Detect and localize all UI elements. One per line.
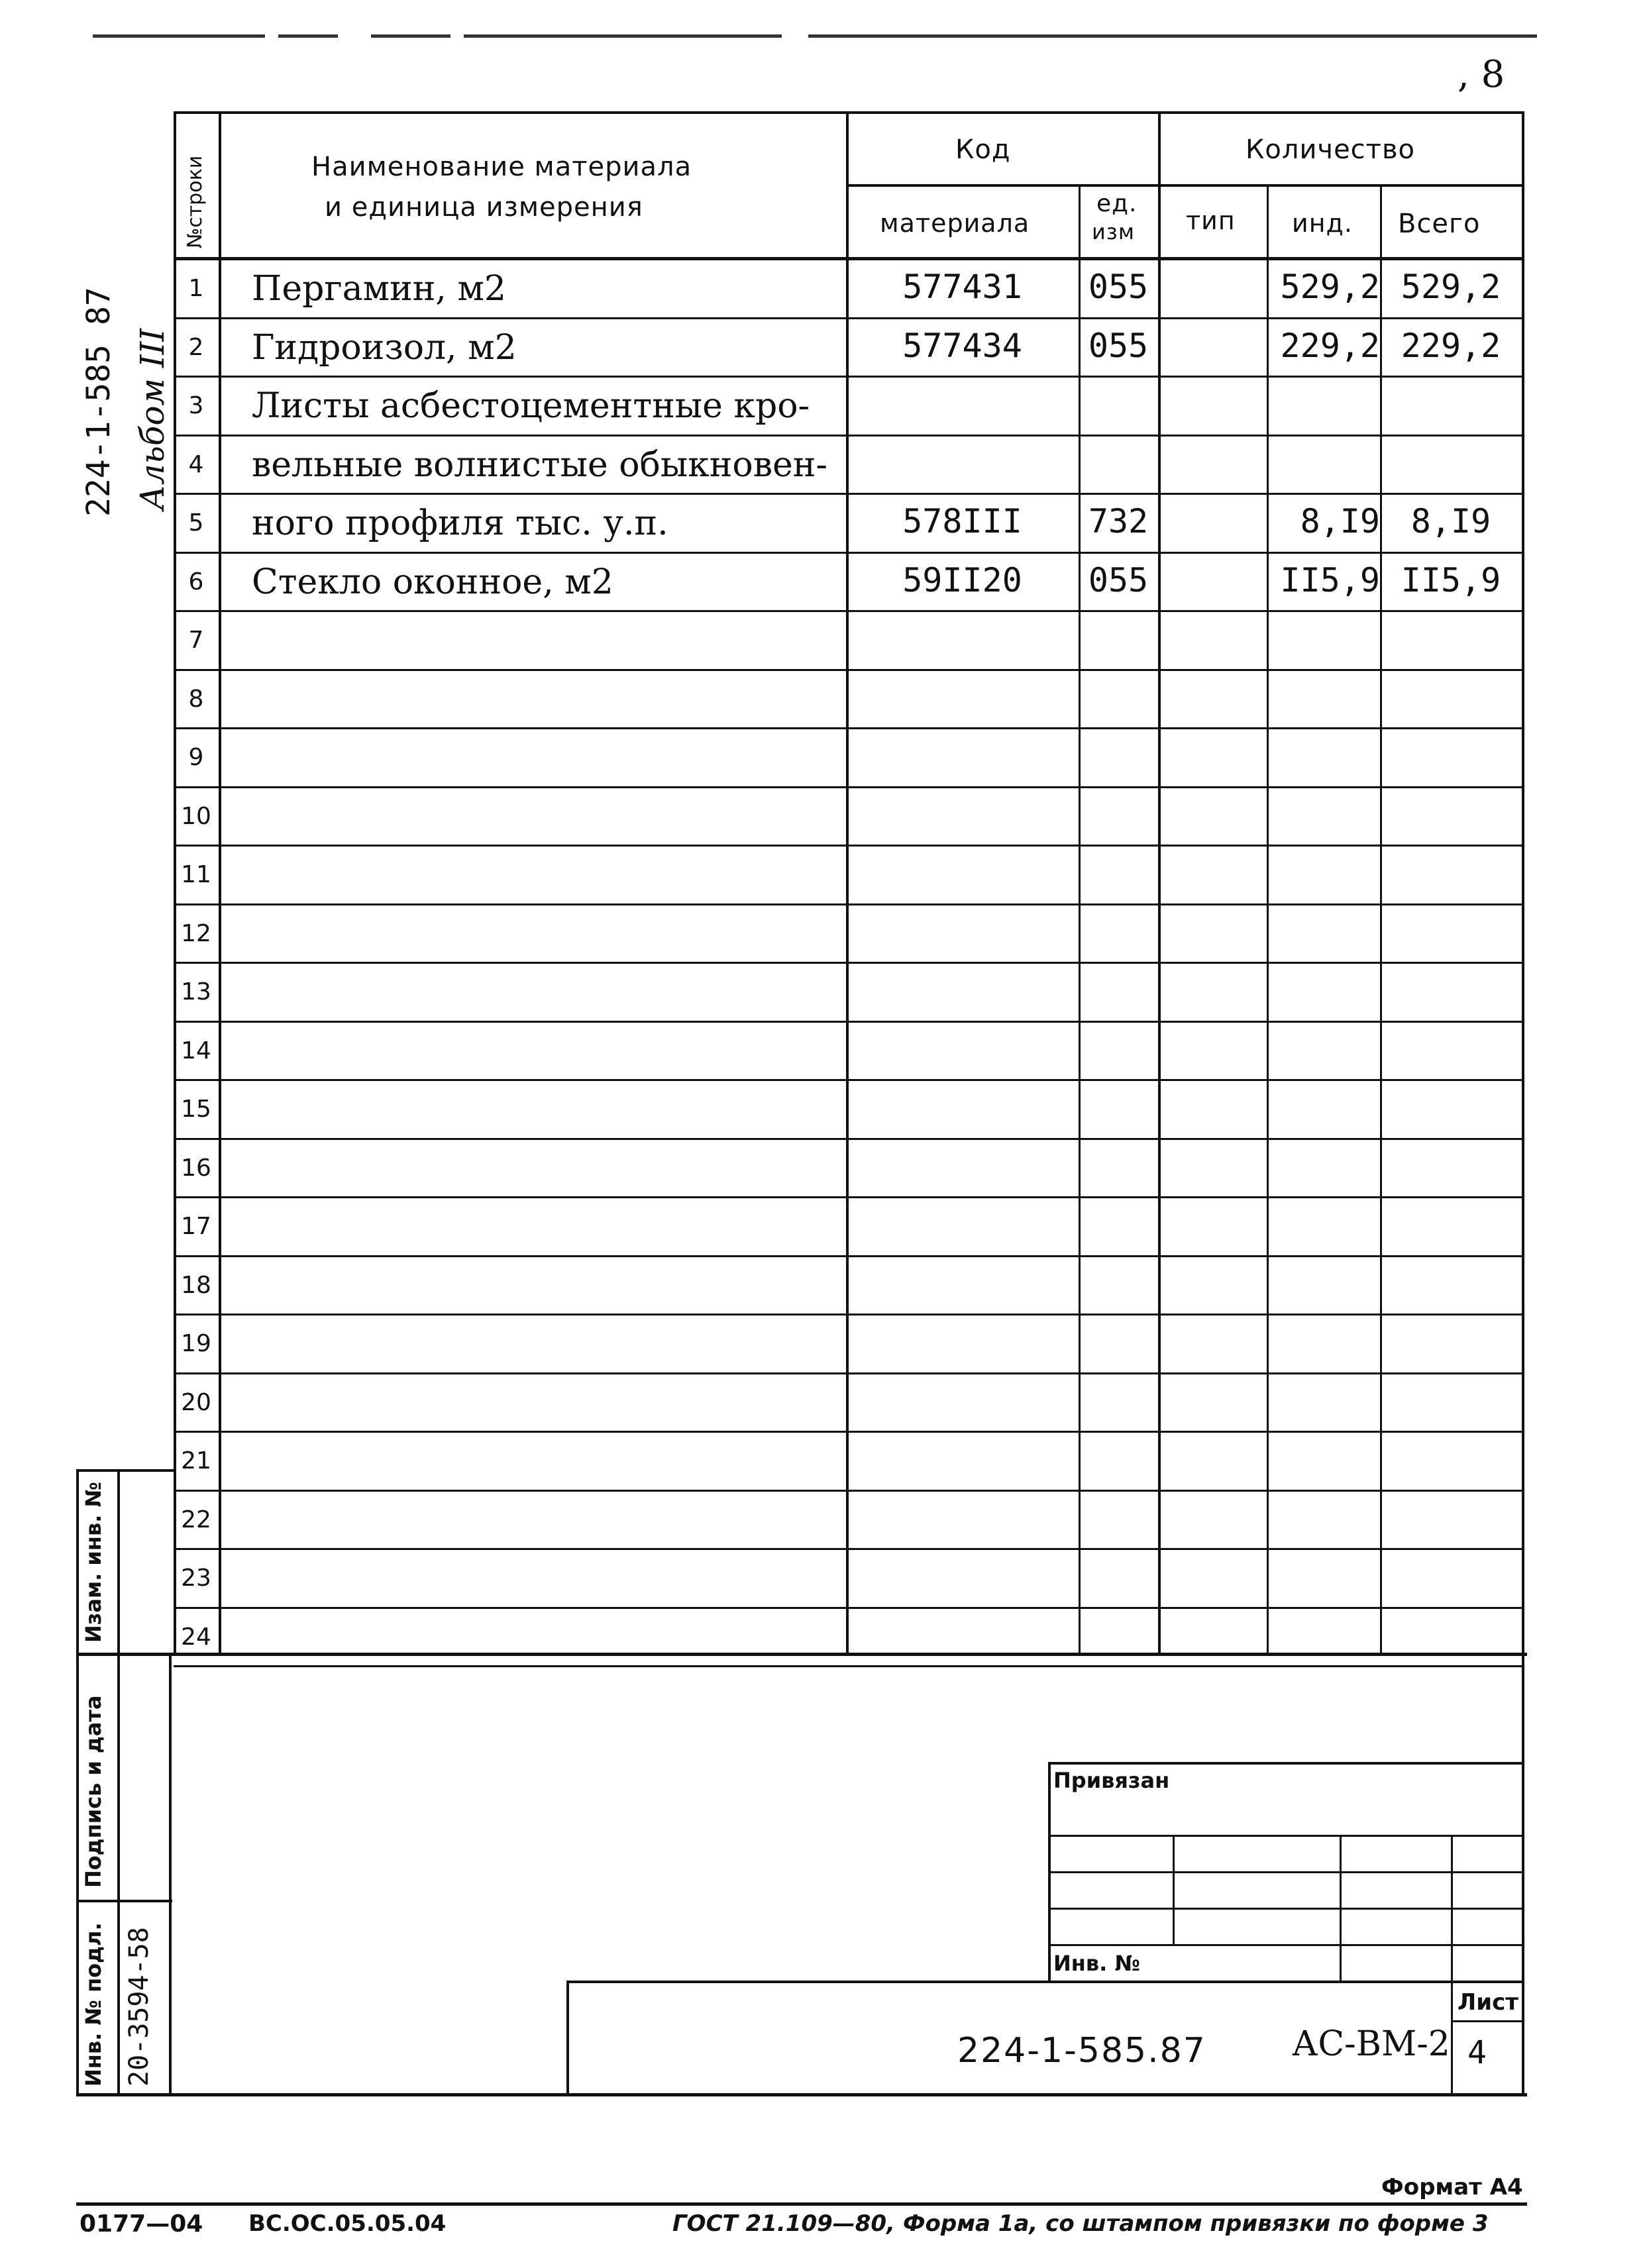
row-number: 10 [181, 803, 211, 830]
table-row [0, 376, 1643, 435]
unit-code: 055 [1088, 327, 1149, 365]
table-row [0, 1314, 1643, 1372]
code-header: Код [955, 134, 1011, 165]
row-number: 21 [181, 1447, 211, 1474]
row-number: 13 [181, 978, 211, 1005]
stamp-inv-label: Инв. № [1053, 1951, 1140, 1976]
ind-subheader: инд. [1292, 209, 1353, 238]
sign-date-label: Подпись и дата [81, 1695, 106, 1888]
row-number: 3 [188, 392, 204, 419]
inv-orig-value: 20-3594-58 [124, 1927, 154, 2087]
inv-orig-label: Инв. № подл. [81, 1922, 106, 2087]
bound-label: Привязан [1053, 1768, 1170, 1793]
table-row [0, 1196, 1643, 1255]
quantity-ind: 229,2 [1280, 327, 1380, 365]
material-name: вельные волнистые обыкновен- [252, 445, 827, 485]
row-number: 4 [188, 451, 204, 478]
footer-code-left: 0177—04 [80, 2210, 203, 2238]
table-row [0, 1079, 1643, 1138]
tip-subheader: тип [1186, 206, 1236, 235]
quantity-ind: 8,I9 [1300, 502, 1380, 541]
row-number: 6 [188, 568, 204, 595]
unit-subheader-line2: изм [1092, 219, 1135, 244]
table-row [0, 727, 1643, 786]
row-number-header: №строки [184, 155, 207, 248]
table-row [0, 1431, 1643, 1490]
material-name: ного профиля тыс. у.п. [252, 503, 668, 543]
side-doc-code: 224-1-585 87 [80, 287, 117, 517]
row-number: 22 [181, 1506, 211, 1533]
table-row [0, 1607, 1643, 1666]
stamp-mark: АС-ВМ-2 [1292, 2024, 1450, 2064]
material-name: Стекло оконное, м2 [252, 562, 613, 602]
quantity-total: 8,I9 [1410, 502, 1491, 541]
unit-code: 055 [1088, 561, 1149, 599]
row-number: 14 [181, 1037, 211, 1064]
row-number: 1 [188, 275, 204, 302]
total-subheader: Всего [1398, 209, 1481, 239]
quantity-header: Количество [1246, 134, 1416, 165]
table-row [0, 610, 1643, 669]
material-code: 577431 [902, 268, 1022, 306]
table-row [0, 1021, 1643, 1080]
quantity-total: II5,9 [1401, 561, 1501, 599]
stamp-doc-code: 224-1-585.87 [957, 2031, 1206, 2071]
material-code: 59II20 [902, 561, 1022, 599]
quantity-total: 529,2 [1401, 268, 1501, 306]
material-name: Пергамин, м2 [252, 269, 507, 309]
row-number: 18 [181, 1272, 211, 1299]
sheet-number: 4 [1467, 2034, 1487, 2071]
table-row [0, 258, 1643, 317]
material-name: Листы асбестоцементные кро- [252, 386, 810, 426]
table-row [0, 1490, 1643, 1549]
table-row [0, 317, 1643, 376]
material-subheader: материала [880, 209, 1030, 238]
row-number: 20 [181, 1389, 211, 1416]
row-number: 11 [181, 861, 211, 888]
table-row [0, 903, 1643, 962]
material-name: Гидроизол, м2 [252, 328, 517, 368]
row-number: 5 [188, 509, 204, 537]
footer-gost: ГОСТ 21.109—80, Форма 1а, со штампом привязки по форме 3 [672, 2210, 1489, 2237]
row-number: 15 [181, 1096, 211, 1123]
material-code: 577434 [902, 327, 1022, 365]
table-row [0, 845, 1643, 903]
row-number: 2 [188, 334, 204, 361]
table-row [0, 1372, 1643, 1431]
row-number: 12 [181, 920, 211, 947]
row-number: 8 [188, 686, 204, 713]
table-row [0, 493, 1643, 552]
footer-code-mid: ВС.ОС.05.05.04 [248, 2210, 447, 2237]
izm-inv-label: Изам. инв. № [81, 1482, 106, 1643]
side-album: Альбом III [133, 328, 172, 510]
sheet-label: Лист [1458, 1989, 1518, 2016]
name-header-line1: Наименование материала [311, 152, 692, 182]
material-code: 578III [902, 502, 1022, 541]
unit-subheader-line1: ед. [1096, 190, 1138, 217]
quantity-total: 229,2 [1401, 327, 1501, 365]
row-number: 24 [181, 1624, 211, 1651]
quantity-ind: II5,9 [1280, 561, 1380, 599]
table-row [0, 552, 1643, 611]
table-row [0, 1255, 1643, 1314]
unit-code: 055 [1088, 268, 1149, 306]
row-number: 7 [188, 627, 204, 654]
row-number: 23 [181, 1565, 211, 1592]
row-number: 9 [188, 744, 204, 771]
quantity-ind: 529,2 [1280, 268, 1380, 306]
table-row [0, 786, 1643, 845]
row-number: 17 [181, 1213, 211, 1240]
page-number: , 8 [1458, 53, 1505, 96]
table-row [0, 669, 1643, 728]
table-row [0, 435, 1643, 493]
format-label: Формат А4 [1381, 2174, 1523, 2200]
row-number: 16 [181, 1155, 211, 1182]
table-row [0, 1138, 1643, 1197]
unit-code: 732 [1088, 502, 1149, 541]
table-row [0, 962, 1643, 1021]
row-number: 19 [181, 1330, 211, 1357]
name-header-line2: и единица измерения [325, 192, 643, 223]
table-row [0, 1548, 1643, 1607]
